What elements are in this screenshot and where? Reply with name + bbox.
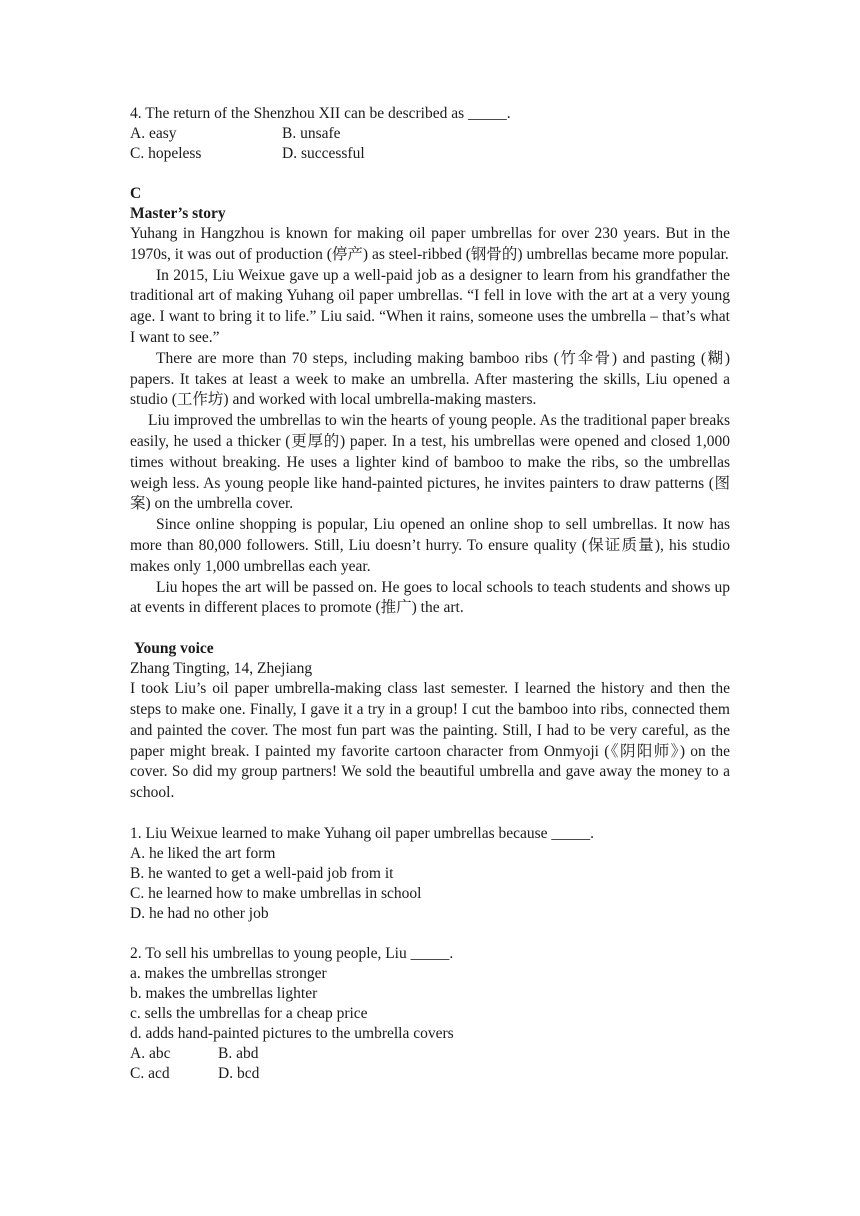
q2-option-c: C. acd [130,1064,170,1082]
q2-stem: 2. To sell his umbrellas to young people, Liu _____. [130,944,454,962]
q2-options-row-1 [130,1044,730,1064]
q4-option-a: A. easy [130,125,177,142]
q1-option-b: B. he wanted to get a well-paid job from it [130,864,394,882]
q2-item-a: a. makes the umbrellas stronger [130,964,327,982]
q4-option-d: D. successful [282,145,365,162]
paragraph-4: Liu improved the umbrellas to win the hearts of young people. As the traditional paper breaks easily, he used a thicker (更厚的) paper. In a test, his umbrellas were opened and closed 1,000 times without breaking. He uses a lighter kind of bamboo to make the ribs, so the umbrellas weigh less. As young people like hand-painted pictures, he invites painters to draw patterns (图案) on the umbrella cover. [130,412,730,513]
paragraph-1: Yuhang in Hangzhou is known for making oil paper umbrellas for over 230 years. But in the 1970s, it was out of production (停产) as steel-ribbed (钢骨的) umbrellas became more popular. [130,225,730,263]
q2-item-b: b. makes the umbrellas lighter [130,984,318,1002]
q4-option-b: B. unsafe [282,125,341,142]
section-title: Master’s story [130,205,226,222]
young-voice-text: I took Liu’s oil paper umbrella-making class last semester. I learned the history and then the steps to make one. Finally, I gave it a try in a group! I cut the bamboo into ribs, connected them and painted the cover. The most fun part was the painting. Still, I had to be very careful, as the paper might break. I painted my favorite cartoon character from Onmyoji (《阴阳师》) on the cover. So did my group partners! We sold the beautiful umbrella and gave away the money to a school. [130,680,730,802]
q1-stem: 1. Liu Weixue learned to make Yuhang oil paper umbrellas because _____. [130,824,595,842]
paragraph-5: Since online shopping is popular, Liu opened an online shop to sell umbrellas. It now has more than 80,000 followers. Still, Liu doesn’t hurry. To ensure quality (保证质量), his studio makes only 1,000 umbrellas each year. [130,516,730,575]
q2-option-b: B. abd [218,1044,259,1062]
q4-stem: 4. The return of the Shenzhou XII can be described as _____. [130,105,511,122]
q2-options [130,1044,730,1084]
q1-option-d: D. he had no other job [130,904,269,922]
spacer [130,619,730,639]
q1-option-a: A. he liked the art form [130,844,276,862]
spacer [130,804,730,824]
q2-options-row-2 [130,1064,730,1084]
q1-option-c: C. he learned how to make umbrellas in school [130,884,422,902]
q4-options-row-1 [130,124,730,144]
q2-item-d: d. adds hand-painted pictures to the umbrella covers [130,1024,454,1042]
paragraph-6: Liu hopes the art will be passed on. He goes to local schools to teach students and shows up at events in different places to promote (推广) the art. [130,578,730,617]
q2-option-d: D. bcd [218,1064,260,1082]
q4-option-c: C. hopeless [130,145,202,162]
spacer [130,924,730,944]
q2-option-a: A. abc [130,1044,171,1062]
young-voice-title: Young voice [134,640,214,658]
paragraph-3: There are more than 70 steps, including making bamboo ribs (竹伞骨) and pasting (糊) papers. It takes at least a week to make an umbrella. After mastering the skills, Liu opened a studio (工作坊) and worked with local umbrella-making masters. [130,349,730,409]
content-column [130,104,730,1084]
section-letter: C [130,185,142,202]
q2-item-c: c. sells the umbrellas for a cheap price [130,1004,368,1022]
q4-options-row-2 [130,144,730,164]
paragraph-2: In 2015, Liu Weixue gave up a well-paid job as a designer to learn from his grandfather the traditional art of making Yuhang oil paper umbrellas. “I fell in love with the art at a very young age. I want to bring it to life.” Liu said. “When it rains, someone uses the umbrella – that’s what I want to see.” [130,266,730,346]
young-voice-author: Zhang Tingting, 14, Zhejiang [130,660,313,678]
